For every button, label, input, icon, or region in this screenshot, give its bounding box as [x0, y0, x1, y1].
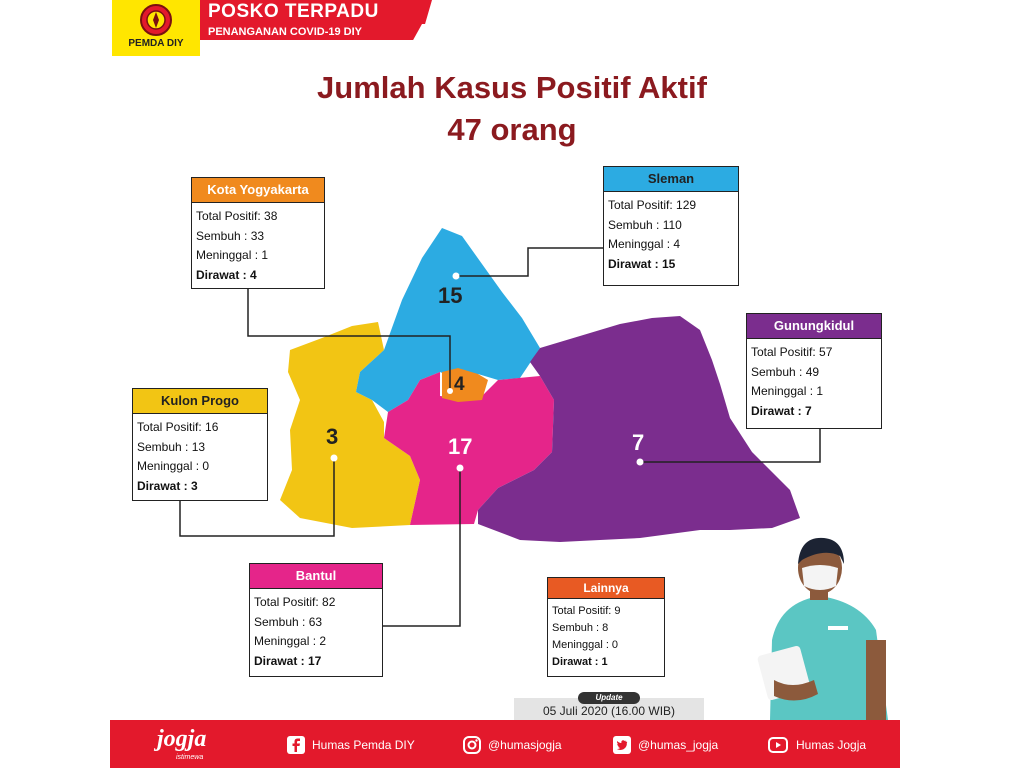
bantul-meninggal: Meninggal : 2	[254, 634, 327, 648]
jogja-logo-sub: istimewa	[176, 754, 204, 761]
map-value-kulonprogo: 3	[326, 424, 339, 449]
instagram-link[interactable]: @humasjogja	[488, 738, 562, 752]
lainnya-sembuh: Sembuh : 8	[552, 622, 609, 634]
kulonprogo-sembuh: Sembuh : 13	[137, 439, 206, 454]
info-box-kulonprogo	[132, 388, 268, 501]
sleman-sembuh: Sembuh : 110	[608, 217, 682, 232]
bantul-sembuh: Sembuh : 63	[254, 614, 323, 629]
kota-meninggal: Meninggal : 1	[196, 248, 269, 262]
page-total: 47 orang	[447, 112, 577, 147]
gunungkidul-meninggal: Meninggal : 1	[751, 384, 824, 398]
kota-dirawat: Dirawat : 4	[196, 267, 257, 282]
banner-subtitle: PENANGANAN COVID-19 DIY	[208, 26, 363, 38]
facebook-link[interactable]: Humas Pemda DIY	[312, 738, 415, 752]
info-box-kulonprogo-title: Kulon Progo	[133, 389, 267, 414]
jogja-logo: jogja	[157, 726, 207, 752]
lainnya-dirawat: Dirawat : 1	[552, 656, 608, 668]
youtube-icon[interactable]	[768, 735, 788, 755]
info-box-bantul	[249, 563, 383, 677]
bantul-dirawat: Dirawat : 17	[254, 653, 322, 668]
update-date: 05 Juli 2020 (16.00 WIB)	[542, 704, 676, 718]
gunungkidul-dirawat: Dirawat : 7	[751, 403, 812, 418]
info-box-lainnya	[547, 577, 665, 677]
info-box-gunungkidul-title: Gunungkidul	[747, 314, 881, 339]
sleman-dirawat: Dirawat : 15	[608, 256, 676, 271]
kulonprogo-dirawat: Dirawat : 3	[137, 478, 198, 493]
sleman-total: Total Positif: 129	[608, 198, 697, 212]
nurse-illustration	[740, 530, 900, 720]
logo-text: PEMDA DIY	[128, 38, 184, 49]
gunungkidul-sembuh: Sembuh : 49	[751, 364, 820, 379]
kota-total: Total Positif: 38	[196, 209, 278, 223]
info-box-bantul-title: Bantul	[250, 564, 382, 589]
info-box-kota	[191, 177, 325, 289]
twitter-link[interactable]: @humas_jogja	[638, 738, 719, 752]
info-box-gunungkidul	[746, 313, 882, 429]
banner-title: POSKO TERPADU	[208, 1, 379, 22]
info-box-kota-title: Kota Yogyakarta	[192, 178, 324, 203]
gunungkidul-total: Total Positif: 57	[751, 345, 833, 359]
info-box-sleman-title: Sleman	[604, 167, 738, 192]
instagram-icon[interactable]	[462, 735, 482, 755]
youtube-link[interactable]: Humas Jogja	[796, 738, 867, 752]
info-box-sleman	[603, 166, 739, 286]
kulonprogo-meninggal: Meninggal : 0	[137, 459, 210, 473]
sleman-meninggal: Meninggal : 4	[608, 237, 681, 251]
info-box-lainnya-title: Lainnya	[548, 578, 664, 599]
map-value-gunungkidul: 7	[632, 430, 645, 455]
facebook-icon[interactable]	[286, 735, 306, 755]
update-badge: Update	[578, 692, 640, 704]
page-title: Jumlah Kasus Positif Aktif	[317, 70, 707, 105]
map-value-bantul: 17	[448, 434, 473, 459]
bantul-total: Total Positif: 82	[254, 595, 336, 609]
map-value-sleman: 15	[438, 283, 463, 308]
kota-sembuh: Sembuh : 33	[196, 228, 265, 243]
kulonprogo-total: Total Positif: 16	[137, 420, 219, 434]
twitter-icon[interactable]	[612, 735, 632, 755]
lainnya-meninggal: Meninggal : 0	[552, 639, 619, 651]
map-value-kota: 4	[454, 374, 465, 395]
lainnya-total: Total Positif: 9	[552, 605, 621, 617]
